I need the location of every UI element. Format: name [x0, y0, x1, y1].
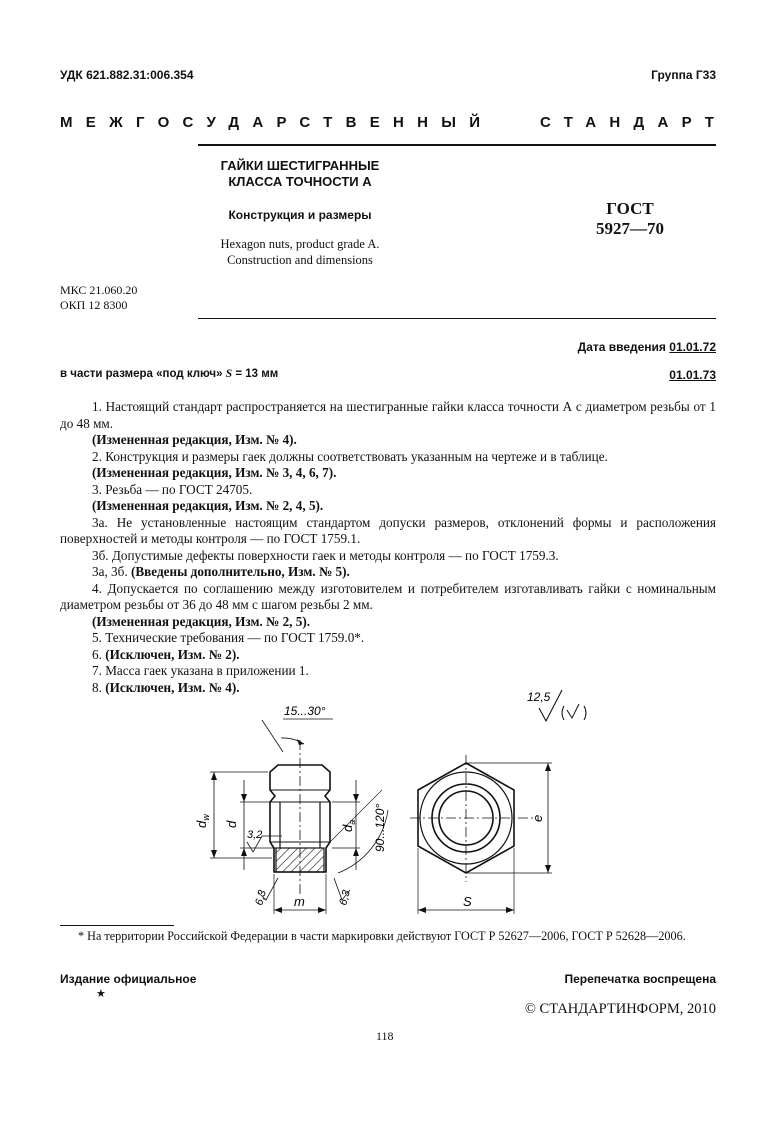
copyright: © СТАНДАРТИНФОРМ, 2010 — [524, 1001, 716, 1017]
title-ru-line2: КЛАССА ТОЧНОСТИ А — [228, 174, 372, 189]
bearing-angle-label: 90...120° — [373, 803, 387, 852]
clause-1: 1. Настоящий стандарт распространяется на шестигранные гайки класса точности А с диаметром резьбы от 1 до 48 мм. — [60, 399, 716, 431]
gost-number: 5927—70 — [596, 219, 664, 238]
title-subtitle: Конструкция и размеры — [228, 208, 372, 222]
roughness-symbol — [527, 690, 586, 721]
dim-d: d — [224, 820, 239, 828]
title-en-line1: Hexagon nuts, product grade A. — [220, 237, 380, 251]
clause-3-amend: (Измененная редакция, Изм. № 2, 4, 5). — [92, 498, 324, 513]
footnote-rule — [60, 925, 174, 926]
clause-4-amend: (Измененная редакция, Изм. № 2, 5). — [92, 613, 311, 629]
clause-2-amend: (Измененная редакция, Изм. № 3, 4, 6, 7). — [92, 465, 337, 480]
clause-1-amend: (Измененная редакция, Изм. № 4). — [92, 432, 297, 447]
clause-3a3b-tail: (Введены дополнительно, Изм. № 5). — [127, 564, 350, 579]
clause-3a: 3а. Не установленные настоящим стандартом допуски размеров, отклонений формы и расположения поверхностей и методы контроля — по ГОСТ 1759.1. — [60, 514, 716, 546]
clause-2: 2. Конструкция и размеры гаек должны соответствовать указанным на чертеже и в таблице. — [92, 448, 608, 464]
okp-code: ОКП 12 8300 — [60, 298, 128, 312]
title-ru-line1: ГАЙКИ ШЕСТИГРАННЫЕ — [220, 158, 380, 173]
clause-3a3b-num: 3а, 3б. — [92, 564, 128, 579]
clause-5: 5. Технические требования — по ГОСТ 1759.0*. — [92, 630, 365, 645]
clauses-body — [60, 399, 716, 696]
nut-drawing — [0, 680, 774, 920]
partial-date-label — [60, 368, 278, 380]
codes-rule — [198, 318, 716, 319]
intro-date-label: Дата введения — [577, 340, 666, 354]
roughness-63-right: 6,3 — [337, 888, 353, 907]
bore-roughness: 3,2 — [247, 829, 263, 841]
clause-4: 4. Допускается по соглашению между изготовителем и потребителем изготавливать гайки с номинальным диаметром резьбы от 36 до 48 мм с шагом резьбы 2 мм. — [60, 580, 716, 612]
footer-star: ★ — [96, 988, 106, 1000]
gost-label: ГОСТ — [606, 199, 654, 218]
clause-6-tail: (Исключен, Изм. № 2). — [101, 646, 240, 662]
clause-8-tail: (Исключен, Изм. № 4). — [101, 679, 240, 695]
side-view — [194, 704, 388, 914]
dim-e: e — [530, 814, 545, 822]
chamfer-angle-label: 15...30° — [284, 704, 326, 718]
reprint-prohibited: Перепечатка воспрещена — [564, 972, 716, 986]
intro-date-line — [578, 340, 716, 354]
clause-6-num: 6. — [92, 646, 102, 662]
udk-code: УДК 621.882.31:006.354 — [60, 68, 194, 82]
group-code: Группа Г33 — [651, 68, 716, 82]
header-rule — [198, 144, 716, 146]
official-edition: Издание официальное — [60, 972, 197, 986]
dim-da: $d_a$ — [340, 819, 357, 832]
dim-m: m — [294, 894, 305, 909]
footnote: * На территории Российской Федерации в части маркировки действуют ГОСТ Р 52627—2006, ГОСТ Р 52628—2006. — [78, 929, 686, 943]
partial-label-text: в части размера «под ключ» — [60, 368, 223, 380]
clause-7: 7. Масса гаек указана в приложении 1. — [92, 663, 309, 678]
dim-s: S — [463, 894, 472, 909]
dim-dw: $d_w$ — [194, 814, 211, 828]
partial-value: = 13 мм — [235, 368, 279, 380]
clause-3b: 3б. Допустимые дефекты поверхности гаек и методы контроля — по ГОСТ 1759.3. — [92, 547, 559, 563]
partial-date-value: 01.01.73 — [669, 368, 716, 382]
top-view — [410, 755, 552, 914]
mks-code: МКС 21.060.20 — [60, 283, 138, 297]
roughness-value: 12,5 — [527, 690, 551, 704]
clause-8-num: 8. — [92, 679, 102, 695]
banner-interstate: МЕЖГОСУДАРСТВЕННЫЙ — [60, 114, 494, 131]
partial-symbol: S — [225, 368, 233, 380]
page-number: 118 — [376, 1029, 394, 1043]
title-en-line2: Construction and dimensions — [227, 253, 373, 267]
clause-3: 3. Резьба — по ГОСТ 24705. — [92, 481, 253, 497]
clause-6 — [60, 647, 716, 664]
clause-3a3b — [60, 564, 716, 581]
intro-date-value: 01.01.72 — [669, 340, 716, 354]
banner-standard: СТАНДАРТ — [540, 114, 728, 131]
roughness-63-left: 6,3 — [253, 888, 269, 907]
